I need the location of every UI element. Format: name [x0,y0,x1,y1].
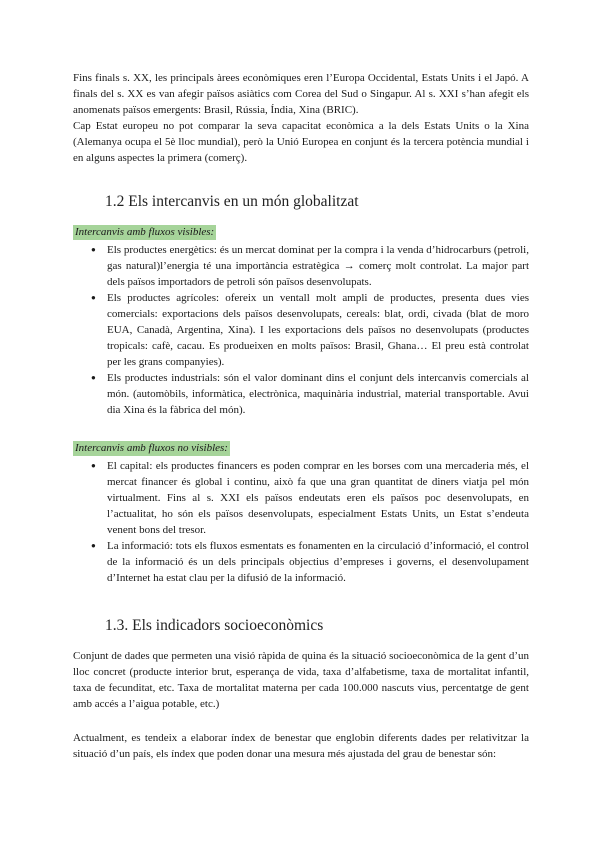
indicators-paragraph-2: Actualment, es tendeix a elaborar índex de benestar que englobin diferents dades per relativitzar la situació d’un país, els índex que poden donar una mesura més ajustada del grau de benestar són: [73,732,529,760]
list-item: ● El capital: els productes financers es poden comprar en les borses com una mercaderia més, el mercat financer és global i continu, això fa que una gran quantitat de diners viatja pel món virtualment. Fins al s. XXI els països endeutats eren els països poc desenvolupats, en l’actualitat, ho són els països desenvolupats, especialment Estats Units, un Estat s’endeuta venent bons del tresor. [73,458,529,538]
section-heading-1-2: 1.2 Els intercanvis en un món globalitzat [105,193,359,210]
paragraph-spacer [73,712,529,730]
list-item: ● Els productes industrials: són el valor dominant dins el conjunt dels intercanvis comercials al món. (automòbils, informàtica, electrònica, maquinària industrial, material transportable. Avui dia Xina és la fàbrica del món). [73,370,529,418]
document-page [73,70,529,762]
indicators-paragraph-1: Conjunt de dades que permeten una visió ràpida de quina és la situació socioeconòmica de la gent d’un lloc concret (producte interior brut, esperança de vida, taxa d’alfabetisme, taxa de mortalitat infantil, taxa de fecunditat, etc. Taxa de mortalitat materna per cada 100.000 nascuts vius, percentatge de gent amb accés a l’aigua potable, etc.) [73,650,529,710]
intro-paragraph-1: Fins finals s. XX, les principals àrees econòmiques eren l’Europa Occidental, Estats Units i el Japó. A finals del s. XX es van afegir països asiàtics com Corea del Sud o Singapur. Al s. XXI s’han afegit els anomenats països emergents: Brasil, Rússia, Índia, Xina (BRIC). [73,72,529,116]
section-heading-1-3: 1.3. Els indicadors socioeconòmics [105,617,324,634]
visible-flows-block [73,222,529,418]
list-item: ● Els productes energètics: és un mercat dominat per la compra i la venda d’hidrocarburs (petroli, gas natural)l’energia té una importància estratègica → comerç molt controlat. La major part dels països importadors de petroli són països desenvolupats. [73,242,529,290]
invisible-flows-list [73,458,529,586]
list-item: ● Els productes agrícoles: ofereix un ventall molt ampli de productes, presenta dues vies comercials: exportacions dels països desenvolupats, cereals: blat, ordi, civada (blat de moro EUA, Canadà, Argentina, Xina). I les exportacions dels països no desenvolupats (productes tropicals: cafè, cacau. Es produeixen en molts països: Brasil, Ghana… El preu està controlat per les grans companyies). [73,290,529,370]
list-item: ● La informació: tots els fluxos esmentats es fonamenten en la circulació d’informació, el control de la informació és un dels principals objectius d’empreses i governs, el desenvolupament d’Internet ha estat clau per la difusió de la informació. [73,538,529,586]
visible-flows-list [73,242,529,418]
invisible-flows-heading: Intercanvis amb fluxos no visibles: [75,442,228,454]
visible-flows-heading: Intercanvis amb fluxos visibles: [75,226,215,238]
invisible-flows-block [73,438,529,586]
intro-paragraph-2: Cap Estat europeu no pot comparar la seva capacitat econòmica a la dels Estats Units o la Xina (Alemanya ocupa el 5è lloc mundial), però la Unió Europea en conjunt és la tercera potència mundial i en alguns aspectes la primera (comerç). [73,120,529,164]
